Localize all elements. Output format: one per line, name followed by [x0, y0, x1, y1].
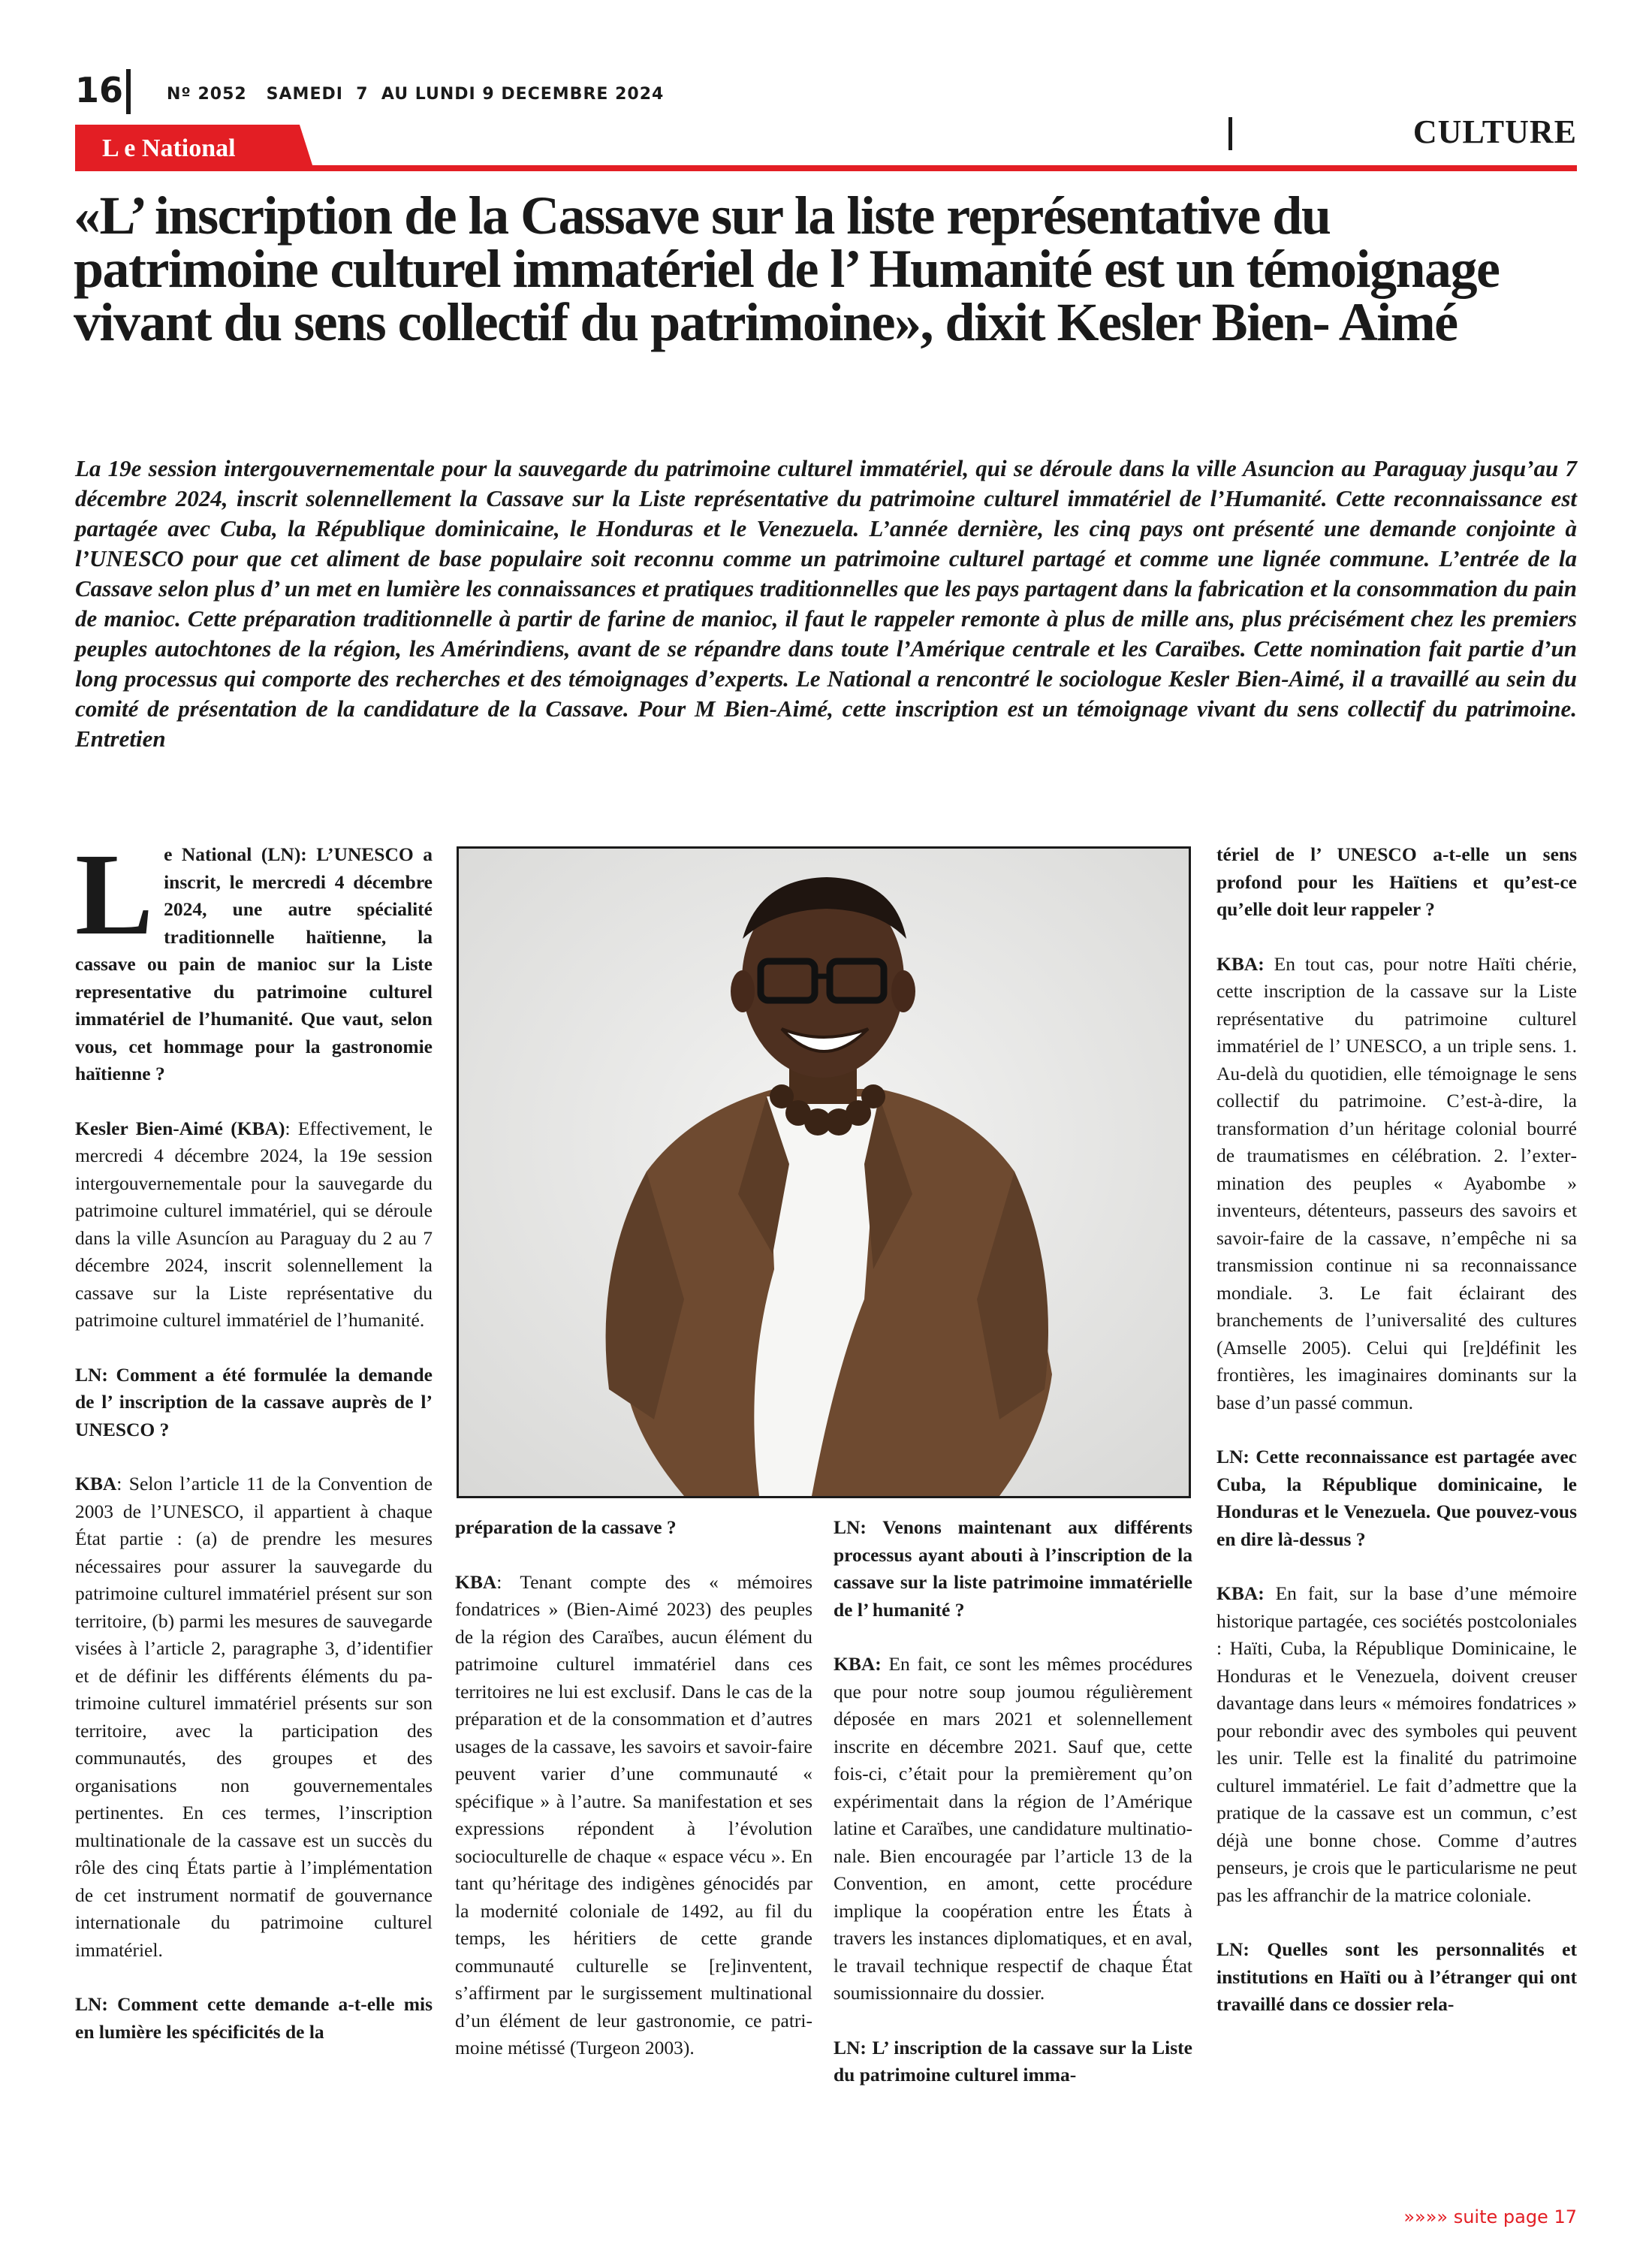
question-1: e National (LN): L’UNESCO a inscrit, le mercredi 4 décembre 2024, une autre spécialité traditionnelle haïtienne, la cassave ou pain de manioc sur la Liste representative du patrimoine culturel immatériel de l’humanité. Que vaut, selon vous, cet hommage pour la gastronomie haïtienne ?: [75, 843, 433, 1084]
column-4: [1216, 841, 1577, 2046]
answer-6-speaker: KBA:: [1216, 1582, 1265, 1604]
brand-name: L e National: [102, 134, 236, 162]
continued-on-page-link[interactable]: »»»» suite page 17: [1403, 2206, 1577, 2227]
question-6: LN: Cette reconnaissance est partagée avec Cuba, la République dominicaine, le Honduras et le Venezuela. Que pouvez-vous en dire là-dessus ?: [1216, 1446, 1577, 1550]
section-divider: [1228, 117, 1232, 150]
answer-4-speaker: KBA:: [834, 1653, 882, 1675]
column-2: [455, 1514, 812, 2089]
question-4: LN: Venons maintenant aux différents processus ayant abouti à l’inscription de la cassave sur la liste patrimoine immatérielle de l’ humanité ?: [834, 1516, 1192, 1621]
question-3-end: préparation de la cassave ?: [455, 1516, 677, 1538]
question-7: LN: Quelles sont les personnalités et institutions en Haïti ou à l’étranger qui ont travaillé dans ce dossier rela-: [1216, 1938, 1577, 2015]
answer-3: : Tenant compte des « mémoires fondatrices » (Bien-Aimé 2023) des peuples de la région des Caraïbes, aucun élément du patrimoine culturel immatériel dans ces territoires ne lui est exclusif. Dans le cas de la préparation et de la consommation et d’autres usages de la cassave, les savoirs et savoir-faire peuvent varier d’une communauté « spécifique » à l’autre. Sa manifestation et ses expressions répondent à l’évolution socioculturelle de chaque « espace vécu ». En tant qu’héritage des indigènes génocidés par la modernité coloniale de 1492, au fil du temps, les héritiers de cette grande communauté culturelle se [re]inventent, s’affirment par le surgissement multinational d’un élément de leur gastronomie, ce patrimoine métissé (Turgeon 2003).: [455, 1570, 812, 2058]
question-2: LN: Comment a été formulée la demande de l’ inscription de la cassave auprès de l’ UNESCO ?: [75, 1363, 433, 1440]
article-standfirst: La 19e session intergouvernementale pour la sauvegarde du patrimoine culturel immatériel, qui se déroule dans la ville Asuncion au Paraguay jusqu’au 7 décembre 2024, inscrit solennellement la Cassave sur la Liste représentative du patrimoine culturel immatériel de l’Humanité. Cette reconnaissance est partagée avec Cuba, la République dominicaine, le Honduras et le Venezuela. L’année dernière, les cinq pays ont présenté une demande conjointe à l’UNESCO pour que cet aliment de base populaire soit reconnu comme un patrimoine culturel partagé et comme une lignée commune. L’entrée de la Cassave selon plus d’ un met en lumière les connaissances et pratiques traditionnelles que les pays partagent dans la fabrication et la consommation du pain de manioc. Cette préparation traditionnelle à partir de farine de manioc, il faut le rappeler remonte à plus de mille ans, plus précisément chez les premiers peuples autochtones de la région, les Amérindiens, avant de se répandre dans toute l’Amérique centrale et les Caraïbes. Cette nomination fait partie d’un long processus qui comporte des recherches et des témoignages d’experts. Le National a rencontré le sociologue Kesler Bien-Aimé, il a travaillé au sein du comité de présentation de la candidature de la Cassave. Pour M Bien-Aimé, cette inscription est un témoignage vivant du sens collectif du patrimoine. Entretien: [75, 455, 1577, 752]
question-3-start: LN: Comment cette demande a-t-elle mis en lumière les spécificités de la: [75, 1993, 433, 2043]
page-number-divider: [126, 69, 131, 114]
interviewee-photo: [457, 846, 1191, 1498]
answer-4: En fait, ce sont les mêmes procédures que pour notre soup joumou régulièrement déposée en mars 2021 et solennellement inscrite en décembre 2021. Sauf que, cette fois-ci, c’était pour la premièrement qu’on expérimentait dans la région de l’Amérique latine et Caraïbes, une candidature multinationale. Bien encouragée par l’article 13 de la Convention, en amont, cette procédure implique la coopération entre les États à travers les instances diplomatiques, et en aval, le travail technique respectif de chaque État soumissionnaire du dossier.: [834, 1653, 1192, 2004]
column-1: [75, 829, 433, 2073]
answer-3-speaker: KBA: [455, 1570, 497, 1593]
answer-6: En fait, sur la base d’une mémoire historique partagée, ces sociétés postcoloniales : Haïti, Cuba, la République Dominicaine, le Honduras et le Venezuela, doivent creuser davantage dans leurs « mémoires fondatrices » pour rebondir avec des symboles qui peuvent les unir. Telle est la finalité du patrimoine culturel immatériel. Le fait d’admettre que la pratique de la cassave est un commun, c’est déjà une bonne chose. Comme d’autres penseurs, je crois que le particularisme ne peut pas les affranchir de la matrice coloniale.: [1216, 1582, 1577, 1906]
answer-5-speaker: KBA:: [1216, 952, 1265, 975]
answer-1: : Effectivement, le mercredi 4 décembre 2024, la 19e session intergouvernementale pour la sauvegarde du patrimoine culturel immatériel, qui se déroule dans la ville Asuncíon au Paraguay du 2 au 7 décembre 2024, inscrit solennellement la cassave sur la Liste représentative du patrimoine culturel immatériel de l’humanité.: [75, 1117, 433, 1331]
answer-2-speaker: KBA: [75, 1473, 117, 1494]
answer-1-speaker: Kesler Bien-Aimé (KBA): [75, 1117, 285, 1139]
question-5-end: tériel de l’ UNESCO a-t-elle un sens profond pour les Haïtiens et qu’est-ce qu’elle doit leur rappeler ?: [1216, 843, 1577, 920]
column-3: [834, 1514, 1192, 2116]
answer-2: : Selon l’article 11 de la Convention de 2003 de l’UNESCO, il appartient à chaque État partie : (a) de prendre les mesures nécessaires pour assurer la sauvegarde du patrimoine culturel immatériel présent sur son territoire, (b) parmi les mesures de sauvegarde visées à l’article 2, paragraphe 3, d’identifier et de définir les différents éléments du patrimoine culturel immatériel présents sur son territoire, avec la participation des communautés, des groupes et des organisations non gouvernementales pertinentes. En ces termes, l’inscription multinationale de la cassave est un succès du rôle des cinq États partie à l’implémentation de cet instrument normatif de gouvernance internationale du patrimoine culturel immatériel.: [75, 1473, 433, 1961]
section-name: CULTURE: [1412, 113, 1577, 150]
answer-5: En tout cas, pour notre Haïti chérie, cette inscription de la cassave sur la Liste représentative du patrimoine culturel immatériel de l’ UNESCO, a un triple sens. 1. Au-delà du quotidien, elle témoignage le sens collectif du patrimoine. C’est-à-dire, la transformation d’un héritage colonial bourré de traumatismes en célébration. 2. l’extermination des peuples « Ayabombe » inventeurs, détenteurs, passeurs des savoirs et savoir-faire de la cassave, n’empêche ni sa transmission continue ni sa reconnaissance mondiale. 3. Le fait éclairant des branchements de l’universalité des cultures (Amselle 2005). Celui qui [re]définit les frontières, les imaginaires dominants sur la base d’un passé commun.: [1216, 952, 1577, 1413]
article-headline: «L’ inscription de la Cassave sur la liste représentative du patrimoine culturel immatériel de l’ Humanité est un témoignage vivant du sens collectif du patrimoine», dixit Kesler Bien- Aimé: [74, 185, 1500, 352]
drop-cap: L: [75, 829, 154, 959]
question-5-start: LN: L’ inscription de la cassave sur la Liste du patrimoine culturel imma-: [834, 2036, 1192, 2086]
page-number: 16: [75, 70, 124, 110]
issue-date-line: Nº 2052 SAMEDI 7 AU LUNDI 9 DECEMBRE 2024: [167, 85, 665, 104]
